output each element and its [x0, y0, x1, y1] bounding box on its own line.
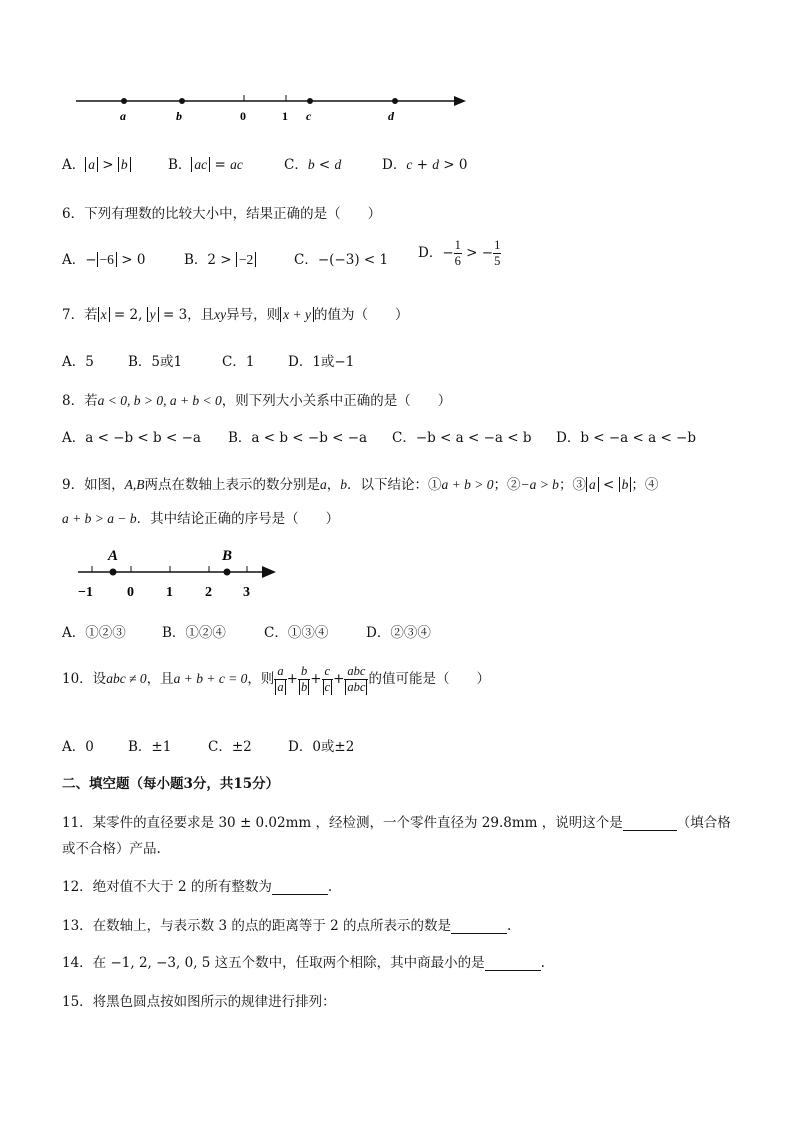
q13-stem: 13．在数轴上，与表示数 3 的点的距离等于 2 的点所表示的数是 . — [62, 918, 512, 934]
label-a: a — [120, 109, 126, 123]
q5-option-d: D．c + d > 0 — [382, 157, 468, 173]
point-d — [392, 98, 398, 104]
q7-option-c: C．1 — [222, 354, 255, 370]
q9-option-b: B．①②④ — [162, 625, 226, 641]
q14-blank — [485, 970, 541, 971]
q8-option-a: A．a < −b < b < −a — [62, 430, 201, 446]
q10-option-c: C．±2 — [208, 739, 252, 755]
section-heading: 二、填空题（每小题3分，共15分） — [62, 776, 280, 792]
q9-option-c: C．①③④ — [264, 625, 329, 641]
label-b: b — [176, 109, 182, 123]
point-b — [179, 98, 185, 104]
label-0: 0 — [127, 585, 134, 600]
label-d: d — [388, 109, 394, 123]
point-a — [121, 98, 127, 104]
number-line-figure-2 — [72, 544, 282, 604]
q7-option-d: D．1或−1 — [288, 354, 355, 370]
number-line-figure-1 — [70, 88, 470, 128]
q13-blank — [451, 933, 507, 934]
point-a — [110, 569, 117, 576]
q8-stem: 8．若a < 0, b > 0, a + b < 0，则下列大小关系中正确的是（ ） — [62, 393, 452, 409]
label-c: c — [306, 109, 312, 123]
q6-option-c: C．−(−3) < 1 — [294, 252, 389, 268]
q14-stem: 14．在 −1, 2, −3, 0, 5 这五个数中，任取两个相除，其中商最小的是 . — [62, 955, 545, 971]
q6-stem: 6．下列有理数的比较大小中，结果正确的是（ ） — [62, 206, 382, 222]
label-A: A — [108, 548, 119, 564]
label-3: 3 — [243, 585, 250, 600]
q10-stem: 10．设abc ≠ 0，且a + b + c = 0，则 $\frac{a}{a}$ + $\frac{b}{b}$ + $\frac{c}{c}$ + $\frac{\text{abc}}{\text{abc}}$ 的值可能是（ ） — [62, 664, 490, 694]
label-B: B — [222, 548, 233, 564]
point-b — [224, 569, 231, 576]
q10-option-b: B．±1 — [128, 739, 172, 755]
axis-arrow — [262, 566, 276, 578]
q9-stem-line1: 9．如图，A,B两点在数轴上表示的数分别是a，b．以下结论：①a + b > 0；②−a > b；③ a < b ；④ — [62, 477, 659, 493]
q5-option-b: B． ac = ac — [168, 157, 243, 173]
q9-stem-line2: a + b > a − b．其中结论正确的序号是（ ） — [62, 511, 340, 527]
axis-arrow — [454, 96, 466, 106]
q6-option-a: A．− −6 > 0 — [62, 252, 146, 268]
q9-option-d: D．②③④ — [366, 625, 431, 641]
label-1: 1 — [282, 109, 288, 123]
label-0: 0 — [240, 109, 246, 123]
q7-stem: 7．若 x = 2, y = 3，且xy异号，则 x + y 的值为（ ） — [62, 307, 409, 323]
q10-option-d: D．0或±2 — [288, 739, 355, 755]
point-c — [307, 98, 313, 104]
label-2: 2 — [205, 585, 212, 600]
label-1: 1 — [166, 585, 173, 600]
q11-line1: 11．某零件的直径要求是 30 ± 0.02mm ，经检测，一个零件直径为 29.8mm ，说明这个是 （填合格 — [62, 815, 731, 831]
q8-option-b: B．a < b < −b < −a — [228, 430, 368, 446]
q7-option-a: A．5 — [62, 354, 94, 370]
label-minus1: −1 — [78, 585, 93, 600]
q5-option-a: A． a > b — [62, 153, 131, 173]
q8-option-c: C．−b < a < −a < b — [392, 430, 532, 446]
q11-line2: 或不合格）产品. — [62, 841, 161, 857]
q6-option-d: D．− $\frac{1}{6}$ > − $\frac{1}{5}$ — [418, 238, 501, 268]
q12-stem: 12．绝对值不大于 2 的所有整数为 . — [62, 879, 333, 895]
q9-option-a: A．①②③ — [62, 625, 126, 641]
q12-blank — [272, 894, 328, 895]
q5-option-c: C．b < d — [284, 157, 342, 173]
q15-stem: 15．将黑色圆点按如图所示的规律进行排列： — [62, 994, 336, 1010]
q10-option-a: A．0 — [62, 739, 94, 755]
q8-option-d: D．b < −a < a < −b — [556, 430, 697, 446]
q7-option-b: B．5或1 — [128, 354, 183, 370]
q6-option-b: B．2 > −2 — [184, 248, 256, 268]
